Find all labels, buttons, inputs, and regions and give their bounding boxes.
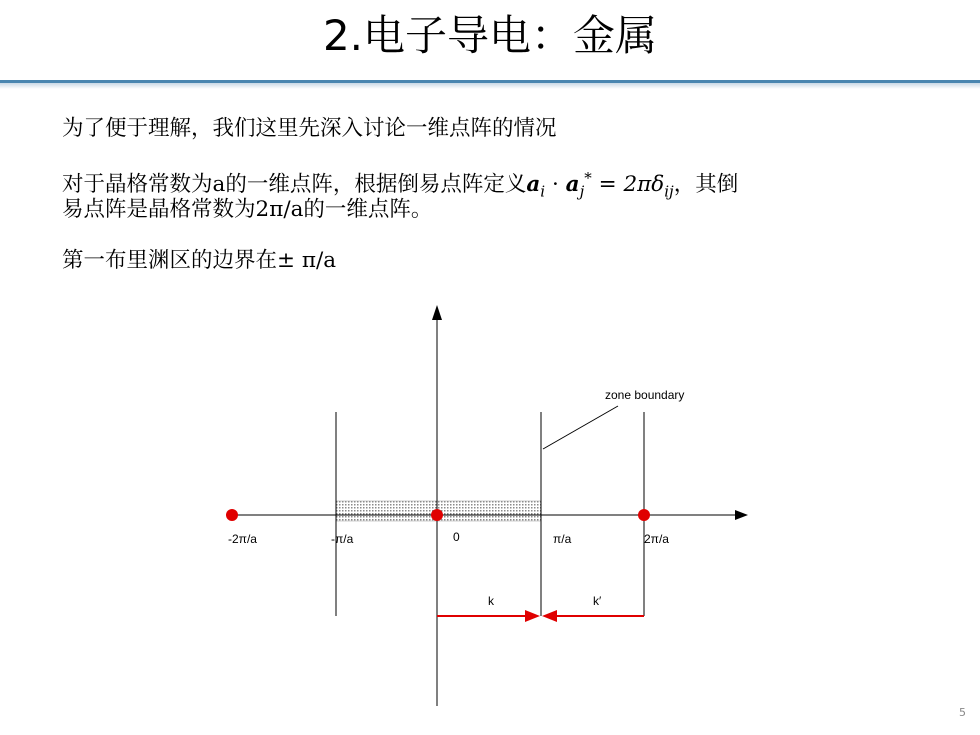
formula-a-j: a <box>565 172 580 198</box>
formula-sub-ij: ij <box>664 182 674 201</box>
k-prime-label: k′ <box>593 594 602 608</box>
tick-label-neg-two-pi: -2π/a <box>228 532 257 546</box>
lattice-point-two-pi <box>638 509 650 521</box>
slide-title: 2.电子导电：金属 <box>322 11 658 60</box>
text-segment: 的一维点阵，根据倒易点阵定义 <box>225 172 527 198</box>
text-intro: 为了便于理解，我们这里先深入讨论一维点阵的情况 <box>62 116 557 141</box>
tick-label-two-pi: 2π/a <box>644 532 669 546</box>
lattice-point-neg-two-pi <box>226 509 238 521</box>
page-number: 5 <box>959 706 966 719</box>
text-segment: ± π/a <box>277 248 337 273</box>
lattice-point-origin <box>431 509 443 521</box>
formula-sub-j: j <box>579 182 585 201</box>
zone-boundary-label: zone boundary <box>605 388 685 402</box>
text-segment: 2π/a <box>255 197 304 222</box>
formula-star: * <box>584 169 592 187</box>
k-label: k <box>488 594 494 608</box>
formula-rhs: = 2πδ <box>591 172 665 198</box>
zone-boundary-leader <box>543 406 618 449</box>
text-segment: 对于晶格常数为 <box>62 172 213 198</box>
energy-axis-arrowhead <box>432 305 442 320</box>
formula-dot: · <box>545 172 566 198</box>
text-segment: ，其倒 <box>673 172 739 198</box>
text-segment: a <box>212 172 226 198</box>
tick-label-zero: 0 <box>453 530 460 544</box>
formula-a-i: a <box>526 172 541 198</box>
k-prime-arrow-head <box>542 610 557 622</box>
tick-label-neg-pi: -π/a <box>331 532 354 546</box>
formula-sub-i: i <box>540 182 546 201</box>
tick-label-pi: π/a <box>553 532 572 546</box>
text-segment: 第一布里渊区的边界在 <box>62 248 278 273</box>
k-arrow-head <box>525 610 540 622</box>
k-axis-arrowhead <box>735 510 748 520</box>
text-segment: 的一维点阵。 <box>303 197 433 222</box>
text-segment: 易点阵是晶格常数为 <box>62 197 256 222</box>
